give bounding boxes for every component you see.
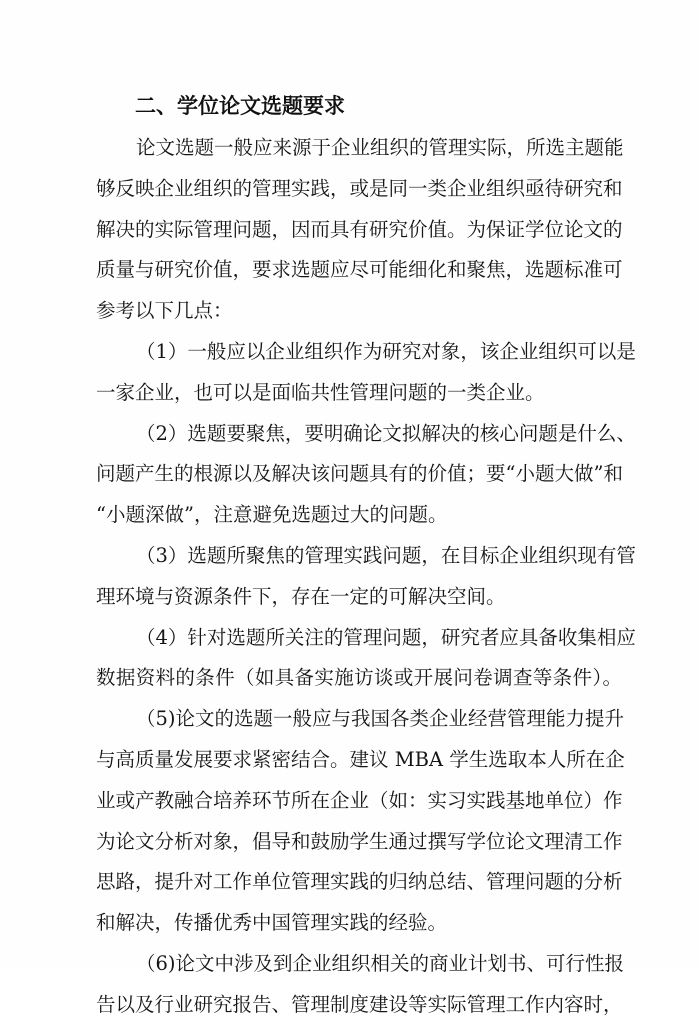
paragraph-4-line-2: 理环境与资源条件下，存在一定的可解决空间。 <box>96 584 506 608</box>
paragraph-5-line-2: 数据资料的条件（如具备实施访谈或开展问卷调查等条件）。 <box>96 666 622 690</box>
paragraph-3-line-3: “小题深做”，注意避免选题过大的问题。 <box>96 503 448 527</box>
paragraph-1-line-2: 够反映企业组织的管理实践，或是同一类企业组织亟待研究和 <box>96 176 623 200</box>
paragraph-6-line-2: 与高质量发展要求紧密结合。建议 MBA 学生选取本人所在企 <box>96 748 625 771</box>
paragraph-6-line-6: 和解决，传播优秀中国管理实践的经验。 <box>96 911 448 935</box>
paragraph-6-line-1: （5)论文的选题一般应与我国各类企业经营管理能力提升 <box>136 707 625 731</box>
paragraph-6-line-5: 思路，提升对工作单位管理实践的归纳总结、管理问题的分析 <box>96 870 623 894</box>
paragraph-1-line-3: 解决的实际管理问题，因而具有研究价值。为保证学位论文的 <box>96 217 623 241</box>
paragraph-3-line-1: （2）选题要聚焦，要明确论文拟解决的核心问题是什么、 <box>136 421 636 445</box>
paragraph-1-line-5: 参考以下几点： <box>96 299 233 323</box>
paragraph-2-line-2: 一家企业，也可以是面临共性管理问题的一类企业。 <box>96 380 545 404</box>
paragraph-1-line-4: 质量与研究价值，要求选题应尽可能细化和聚焦，选题标准可 <box>96 258 623 282</box>
paragraph-6-line-4: 为论文分析对象，倡导和鼓励学生通过撰写学位论文理清工作 <box>96 829 623 853</box>
section-heading: 二、学位论文选题要求 <box>135 94 345 118</box>
paragraph-7-line-1: （6)论文中涉及到企业组织相关的商业计划书、可行性报 <box>136 952 625 975</box>
paragraph-7-line-2: 告以及行业研究报告、管理制度建设等实际管理工作内容时， <box>96 992 623 1016</box>
paragraph-1-line-1: 论文选题一般应来源于企业组织的管理实际，所选主题能 <box>136 136 624 159</box>
paragraph-5-line-1: （4）针对选题所关注的管理问题，研究者应具备收集相应 <box>136 625 636 649</box>
paragraph-3-line-2: 问题产生的根源以及解决该问题具有的价值；要“小题大做”和 <box>96 462 623 486</box>
paragraph-4-line-1: （3）选题所聚焦的管理实践问题，在目标企业组织现有管 <box>136 544 636 567</box>
paragraph-6-line-3: 业或产教融合培养环节所在企业（如：实习实践基地单位）作 <box>96 788 623 812</box>
paragraph-2-line-1: （1）一般应以企业组织作为研究对象，该企业组织可以是 <box>136 340 636 363</box>
